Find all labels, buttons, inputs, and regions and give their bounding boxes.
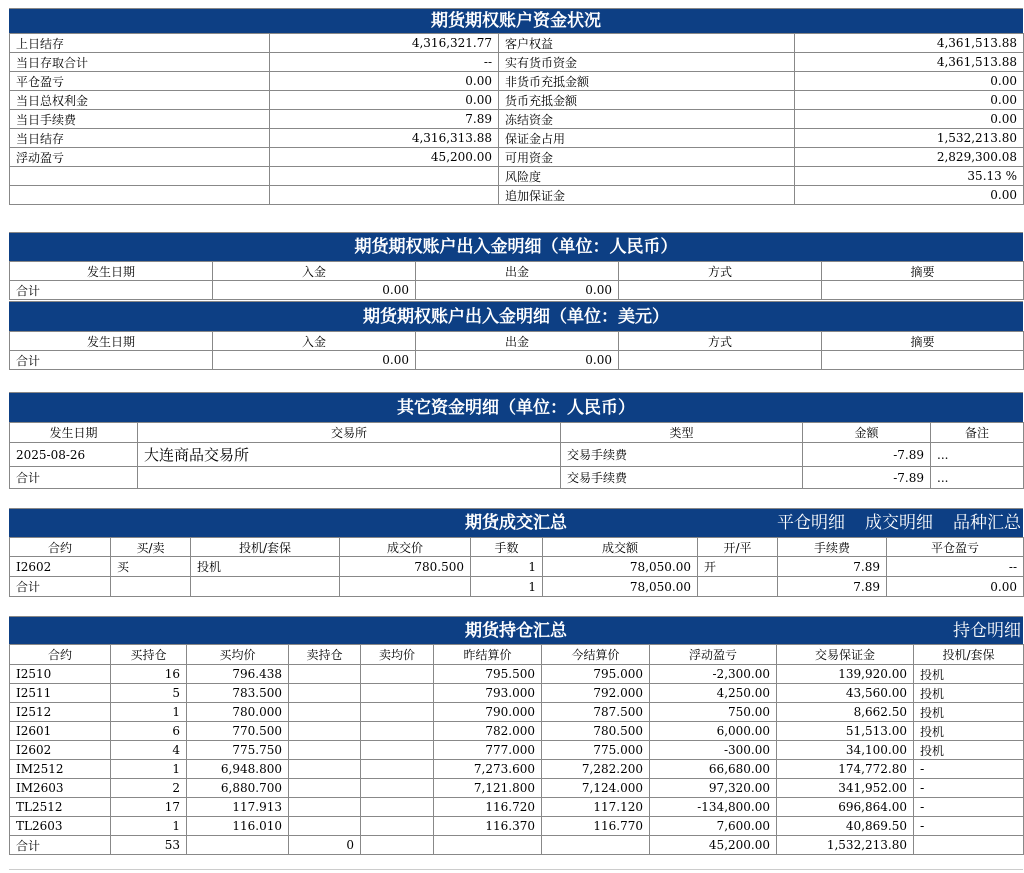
- other-funds-row-cell: -7.89: [803, 443, 931, 467]
- position-summary-row-cell: IM2512: [10, 760, 111, 779]
- position-summary-row-cell: 4: [111, 741, 187, 760]
- account-status-row: [10, 53, 1024, 72]
- account-status-row-cell: 客户权益: [499, 34, 795, 53]
- account-status-row-cell: 4,361,513.88: [795, 53, 1024, 72]
- trade-summary-total-row-cell: 1: [471, 577, 543, 597]
- position-summary-total-row-cell: [914, 836, 1024, 855]
- header-link[interactable]: 平仓明细: [777, 513, 845, 533]
- other-funds-title: 其它资金明细（单位：人民币）: [397, 398, 635, 418]
- other-funds-row: [10, 443, 1024, 467]
- trade-summary-total-row-cell: [340, 577, 471, 597]
- trade-summary-total-row-cell: [698, 577, 778, 597]
- position-summary-row-cell: 1: [111, 817, 187, 836]
- position-summary-row-cell: 投机: [914, 722, 1024, 741]
- position-summary-header-cell: 卖持仓: [289, 645, 361, 665]
- position-summary-header-cell: 浮动盈亏: [650, 645, 777, 665]
- position-summary-row-cell: 139,920.00: [777, 665, 914, 684]
- trade-summary-total-row-cell: 78,050.00: [543, 577, 698, 597]
- position-summary-table: [9, 644, 1024, 855]
- trade-summary-row-cell: 780.500: [340, 557, 471, 577]
- trade-summary-header-cell: 投机/套保: [191, 538, 340, 557]
- account-status-row-cell: 45,200.00: [270, 148, 499, 167]
- position-summary-row-cell: [289, 665, 361, 684]
- position-summary-row-cell: [289, 798, 361, 817]
- account-status-section: [9, 8, 1023, 205]
- account-status-row-cell: 冻结资金: [499, 110, 795, 129]
- other-funds-header-cell: 类型: [561, 423, 803, 443]
- position-summary-row-cell: [361, 684, 434, 703]
- position-summary-header-cell: 合约: [10, 645, 111, 665]
- trade-summary-header-cell: 开/平: [698, 538, 778, 557]
- position-summary-row-cell: 775.750: [187, 741, 289, 760]
- usd-flow-header-cell: 入金: [213, 332, 416, 351]
- account-status-row-cell: 0.00: [795, 72, 1024, 91]
- position-summary-row-cell: 341,952.00: [777, 779, 914, 798]
- trade-summary-section: [9, 508, 1023, 597]
- position-summary-row-cell: 6: [111, 722, 187, 741]
- position-summary-total-row-cell: 合计: [10, 836, 111, 855]
- other-funds-header-cell: 发生日期: [10, 423, 138, 443]
- position-summary-header-cell: 投机/套保: [914, 645, 1024, 665]
- account-status-row-cell: 可用资金: [499, 148, 795, 167]
- position-summary-row-cell: 1: [111, 703, 187, 722]
- other-funds-row-cell: ...: [931, 443, 1024, 467]
- trade-summary-row: [10, 557, 1024, 577]
- position-summary-total-row-cell: [187, 836, 289, 855]
- usd-flow-title-bar: [9, 301, 1023, 331]
- account-status-row-cell: 浮动盈亏: [10, 148, 270, 167]
- account-status-row-cell: 7.89: [270, 110, 499, 129]
- position-summary-row-cell: 6,948.800: [187, 760, 289, 779]
- trade-summary-row-cell: 投机: [191, 557, 340, 577]
- position-summary-title: 期货持仓汇总: [465, 621, 567, 641]
- position-summary-header-cell: 买持仓: [111, 645, 187, 665]
- account-status-row-cell: 当日结存: [10, 129, 270, 148]
- trade-summary-links: [757, 509, 1021, 538]
- position-summary-row-cell: 6,000.00: [650, 722, 777, 741]
- usd-flow-table: [9, 331, 1024, 370]
- header-link[interactable]: 成交明细: [865, 513, 933, 533]
- position-summary-row-cell: -: [914, 798, 1024, 817]
- position-summary-row-cell: TL2512: [10, 798, 111, 817]
- account-status-row-cell: 货币充抵金额: [499, 91, 795, 110]
- other-funds-total-row-cell: 合计: [10, 467, 138, 489]
- cny-flow-total-row-cell: 0.00: [213, 281, 416, 300]
- account-status-row-cell: [270, 186, 499, 205]
- position-summary-row-cell: 7,124.000: [542, 779, 650, 798]
- header-link[interactable]: 品种汇总: [953, 513, 1021, 533]
- position-summary-row-cell: [289, 779, 361, 798]
- position-summary-row-cell: 51,513.00: [777, 722, 914, 741]
- position-summary-row: [10, 798, 1024, 817]
- account-status-row-cell: 1,532,213.80: [795, 129, 1024, 148]
- account-status-row-cell: 实有货币资金: [499, 53, 795, 72]
- position-summary-row: [10, 722, 1024, 741]
- account-status-row-cell: [10, 167, 270, 186]
- trade-summary-header-cell: 成交额: [543, 538, 698, 557]
- position-summary-total-row-cell: [542, 836, 650, 855]
- other-funds-title-bar: [9, 392, 1023, 422]
- position-summary-row-cell: 795.000: [542, 665, 650, 684]
- cny-flow-table: [9, 261, 1024, 300]
- bottom-divider: [9, 869, 1023, 870]
- position-summary-row-cell: [361, 665, 434, 684]
- trade-summary-header-cell: 手数: [471, 538, 543, 557]
- usd-flow-header-cell: 方式: [619, 332, 822, 351]
- trade-summary-row-cell: --: [887, 557, 1024, 577]
- position-summary-row-cell: -: [914, 779, 1024, 798]
- cny-flow-header-cell: 入金: [213, 262, 416, 281]
- other-funds-table: [9, 422, 1024, 489]
- usd-flow-header-cell: 摘要: [822, 332, 1024, 351]
- trade-summary-total-row-cell: 7.89: [778, 577, 887, 597]
- usd-flow-total-row-cell: [822, 351, 1024, 370]
- position-summary-row-cell: 34,100.00: [777, 741, 914, 760]
- account-status-row: [10, 91, 1024, 110]
- other-funds-section: [9, 392, 1023, 489]
- position-summary-row-cell: 投机: [914, 703, 1024, 722]
- trade-summary-total-row-cell: 0.00: [887, 577, 1024, 597]
- position-summary-row-cell: [361, 760, 434, 779]
- position-summary-row-cell: 投机: [914, 741, 1024, 760]
- position-summary-row-cell: [361, 779, 434, 798]
- trade-summary-header-row: [10, 538, 1024, 557]
- usd-flow-header-row: [10, 332, 1024, 351]
- trade-summary-table: [9, 537, 1024, 597]
- position-summary-row: [10, 779, 1024, 798]
- position-summary-row-cell: I2601: [10, 722, 111, 741]
- position-summary-row-cell: 796.438: [187, 665, 289, 684]
- position-summary-row-cell: 793.000: [434, 684, 542, 703]
- account-status-row: [10, 167, 1024, 186]
- account-status-row-cell: 4,316,313.88: [270, 129, 499, 148]
- position-summary-row: [10, 760, 1024, 779]
- other-funds-row-cell: 2025-08-26: [10, 443, 138, 467]
- position-summary-row-cell: [361, 798, 434, 817]
- position-summary-total-row-cell: 1,532,213.80: [777, 836, 914, 855]
- position-summary-total-row-cell: 45,200.00: [650, 836, 777, 855]
- usd-flow-section: [9, 301, 1023, 370]
- position-summary-row-cell: 780.000: [187, 703, 289, 722]
- account-status-title-bar: [9, 8, 1023, 33]
- trade-summary-header-cell: 合约: [10, 538, 111, 557]
- position-summary-row-cell: [289, 741, 361, 760]
- position-summary-row-cell: [289, 760, 361, 779]
- position-summary-row-cell: I2510: [10, 665, 111, 684]
- position-summary-row-cell: 17: [111, 798, 187, 817]
- trade-summary-total-row-cell: [191, 577, 340, 597]
- trade-summary-title: 期货成交汇总: [465, 513, 567, 533]
- other-funds-total-row-cell: ...: [931, 467, 1024, 489]
- position-summary-header-cell: 交易保证金: [777, 645, 914, 665]
- header-link[interactable]: 持仓明细: [953, 621, 1021, 641]
- cny-flow-title-bar: [9, 232, 1023, 261]
- account-status-row-cell: [270, 167, 499, 186]
- cny-flow-total-row-cell: [822, 281, 1024, 300]
- account-status-row-cell: 追加保证金: [499, 186, 795, 205]
- account-status-table: [9, 33, 1024, 205]
- position-summary-row-cell: 792.000: [542, 684, 650, 703]
- other-funds-total-row-cell: 交易手续费: [561, 467, 803, 489]
- position-summary-links: [933, 617, 1021, 645]
- usd-flow-total-row: [10, 351, 1024, 370]
- position-summary-row-cell: 97,320.00: [650, 779, 777, 798]
- position-summary-row-cell: 116.010: [187, 817, 289, 836]
- trade-summary-header-cell: 买/卖: [111, 538, 191, 557]
- position-summary-row-cell: 7,273.600: [434, 760, 542, 779]
- trade-summary-row-cell: 1: [471, 557, 543, 577]
- position-summary-total-row-cell: [361, 836, 434, 855]
- position-summary-row-cell: 7,282.200: [542, 760, 650, 779]
- position-summary-row-cell: [361, 817, 434, 836]
- account-status-row: [10, 148, 1024, 167]
- account-status-row-cell: 当日手续费: [10, 110, 270, 129]
- position-summary-row-cell: I2602: [10, 741, 111, 760]
- trade-summary-header-cell: 成交价: [340, 538, 471, 557]
- position-summary-total-row: [10, 836, 1024, 855]
- position-summary-row-cell: 696,864.00: [777, 798, 914, 817]
- usd-flow-title: 期货期权账户出入金明细（单位：美元）: [363, 307, 669, 327]
- position-summary-row-cell: [289, 684, 361, 703]
- position-summary-row-cell: 117.913: [187, 798, 289, 817]
- position-summary-header-cell: 买均价: [187, 645, 289, 665]
- cny-flow-header-cell: 摘要: [822, 262, 1024, 281]
- position-summary-row-cell: 43,560.00: [777, 684, 914, 703]
- other-funds-header-row: [10, 423, 1024, 443]
- account-status-row-cell: 当日总权利金: [10, 91, 270, 110]
- other-funds-total-row-cell: -7.89: [803, 467, 931, 489]
- account-status-row-cell: 35.13 %: [795, 167, 1024, 186]
- account-status-row-cell: 平仓盈亏: [10, 72, 270, 91]
- account-status-row: [10, 186, 1024, 205]
- other-funds-header-cell: 金额: [803, 423, 931, 443]
- account-status-row-cell: 风险度: [499, 167, 795, 186]
- position-summary-row-cell: 8,662.50: [777, 703, 914, 722]
- cny-flow-header-cell: 出金: [416, 262, 619, 281]
- account-status-body: [10, 34, 1024, 205]
- usd-flow-total-row-cell: [619, 351, 822, 370]
- trade-summary-total-row-cell: 合计: [10, 577, 111, 597]
- position-summary-row-cell: [361, 741, 434, 760]
- account-status-row-cell: 4,316,321.77: [270, 34, 499, 53]
- other-funds-row-cell: 交易手续费: [561, 443, 803, 467]
- position-summary-row: [10, 741, 1024, 760]
- cny-flow-total-row-cell: 0.00: [416, 281, 619, 300]
- other-funds-row-cell: 大连商品交易所: [138, 443, 561, 467]
- position-summary-row-cell: 6,880.700: [187, 779, 289, 798]
- position-summary-row-cell: I2512: [10, 703, 111, 722]
- account-status-row-cell: 非货币充抵金额: [499, 72, 795, 91]
- position-summary-header-row: [10, 645, 1024, 665]
- position-summary-row: [10, 703, 1024, 722]
- cny-flow-header-cell: 发生日期: [10, 262, 213, 281]
- usd-flow-total-row-cell: 合计: [10, 351, 213, 370]
- cny-flow-header-row: [10, 262, 1024, 281]
- position-summary-row-cell: IM2603: [10, 779, 111, 798]
- position-summary-section: [9, 616, 1023, 855]
- position-summary-header-cell: 卖均价: [361, 645, 434, 665]
- trade-summary-row-cell: 开: [698, 557, 778, 577]
- account-status-row-cell: 0.00: [270, 91, 499, 110]
- cny-flow-total-row-cell: [619, 281, 822, 300]
- position-summary-row-cell: I2511: [10, 684, 111, 703]
- position-summary-row-cell: 770.500: [187, 722, 289, 741]
- account-status-row-cell: --: [270, 53, 499, 72]
- position-summary-row-cell: 5: [111, 684, 187, 703]
- position-summary-row-cell: 777.000: [434, 741, 542, 760]
- position-summary-total-row-cell: 53: [111, 836, 187, 855]
- position-summary-row-cell: 780.500: [542, 722, 650, 741]
- usd-flow-header-cell: 发生日期: [10, 332, 213, 351]
- account-status-title: 期货期权账户资金状况: [431, 11, 601, 31]
- usd-flow-total-row-cell: 0.00: [213, 351, 416, 370]
- cny-flow-header-cell: 方式: [619, 262, 822, 281]
- position-summary-row-cell: 66,680.00: [650, 760, 777, 779]
- position-summary-row-cell: 790.000: [434, 703, 542, 722]
- account-status-row-cell: 0.00: [795, 186, 1024, 205]
- position-summary-row-cell: -: [914, 817, 1024, 836]
- usd-flow-total-row-cell: 0.00: [416, 351, 619, 370]
- position-summary-row-cell: [289, 817, 361, 836]
- account-status-row: [10, 110, 1024, 129]
- trade-summary-header-cell: 手续费: [778, 538, 887, 557]
- position-summary-row-cell: -2,300.00: [650, 665, 777, 684]
- usd-flow-header-cell: 出金: [416, 332, 619, 351]
- account-status-row: [10, 129, 1024, 148]
- trade-summary-row-cell: I2602: [10, 557, 111, 577]
- position-summary-row-cell: 174,772.80: [777, 760, 914, 779]
- account-status-row-cell: 0.00: [795, 110, 1024, 129]
- position-summary-row-cell: 750.00: [650, 703, 777, 722]
- position-summary-row-cell: 775.000: [542, 741, 650, 760]
- cny-flow-total-row: [10, 281, 1024, 300]
- position-summary-row-cell: 787.500: [542, 703, 650, 722]
- position-summary-row-cell: 116.720: [434, 798, 542, 817]
- position-summary-row-cell: 7,121.800: [434, 779, 542, 798]
- position-summary-row-cell: [289, 703, 361, 722]
- position-summary-row-cell: [289, 722, 361, 741]
- position-summary-row-cell: 40,869.50: [777, 817, 914, 836]
- position-summary-title-bar: [9, 616, 1023, 644]
- position-summary-row-cell: 投机: [914, 665, 1024, 684]
- position-summary-row-cell: 795.500: [434, 665, 542, 684]
- position-summary-header-cell: 今结算价: [542, 645, 650, 665]
- position-summary-row: [10, 817, 1024, 836]
- position-summary-row-cell: 16: [111, 665, 187, 684]
- position-summary-row-cell: 116.770: [542, 817, 650, 836]
- position-summary-row-cell: -300.00: [650, 741, 777, 760]
- account-status-row: [10, 34, 1024, 53]
- account-status-row-cell: 当日存取合计: [10, 53, 270, 72]
- position-summary-row-cell: [361, 722, 434, 741]
- other-funds-total-row: [10, 467, 1024, 489]
- cny-flow-total-row-cell: 合计: [10, 281, 213, 300]
- position-summary-total-row-cell: 0: [289, 836, 361, 855]
- account-status-row-cell: 4,361,513.88: [795, 34, 1024, 53]
- position-summary-row-cell: [361, 703, 434, 722]
- trade-summary-row-cell: 7.89: [778, 557, 887, 577]
- account-status-row-cell: 2,829,300.08: [795, 148, 1024, 167]
- position-summary-row-cell: 117.120: [542, 798, 650, 817]
- other-funds-header-cell: 备注: [931, 423, 1024, 443]
- other-funds-header-cell: 交易所: [138, 423, 561, 443]
- position-summary-row-cell: 1: [111, 760, 187, 779]
- trade-summary-total-row: [10, 577, 1024, 597]
- position-summary-row-cell: -134,800.00: [650, 798, 777, 817]
- trade-summary-header-cell: 平仓盈亏: [887, 538, 1024, 557]
- position-summary-row-cell: 7,600.00: [650, 817, 777, 836]
- position-summary-row-cell: 116.370: [434, 817, 542, 836]
- account-status-row-cell: [10, 186, 270, 205]
- position-summary-row-cell: -: [914, 760, 1024, 779]
- position-summary-row-cell: 4,250.00: [650, 684, 777, 703]
- other-funds-total-row-cell: [138, 467, 561, 489]
- position-summary-header-cell: 昨结算价: [434, 645, 542, 665]
- position-summary-row-cell: 783.500: [187, 684, 289, 703]
- position-summary-row: [10, 665, 1024, 684]
- cny-flow-title: 期货期权账户出入金明细（单位：人民币）: [354, 237, 678, 257]
- position-summary-row-cell: 782.000: [434, 722, 542, 741]
- account-status-row-cell: 0.00: [270, 72, 499, 91]
- trade-summary-row-cell: 78,050.00: [543, 557, 698, 577]
- account-status-row-cell: 0.00: [795, 91, 1024, 110]
- trade-summary-total-row-cell: [111, 577, 191, 597]
- position-summary-row: [10, 684, 1024, 703]
- account-status-row-cell: 上日结存: [10, 34, 270, 53]
- account-status-row-cell: 保证金占用: [499, 129, 795, 148]
- position-summary-total-row-cell: [434, 836, 542, 855]
- cny-flow-section: [9, 232, 1023, 300]
- account-status-row: [10, 72, 1024, 91]
- trade-summary-row-cell: 买: [111, 557, 191, 577]
- position-summary-row-cell: 投机: [914, 684, 1024, 703]
- position-summary-row-cell: TL2603: [10, 817, 111, 836]
- position-summary-row-cell: 2: [111, 779, 187, 798]
- trade-summary-title-bar: [9, 508, 1023, 537]
